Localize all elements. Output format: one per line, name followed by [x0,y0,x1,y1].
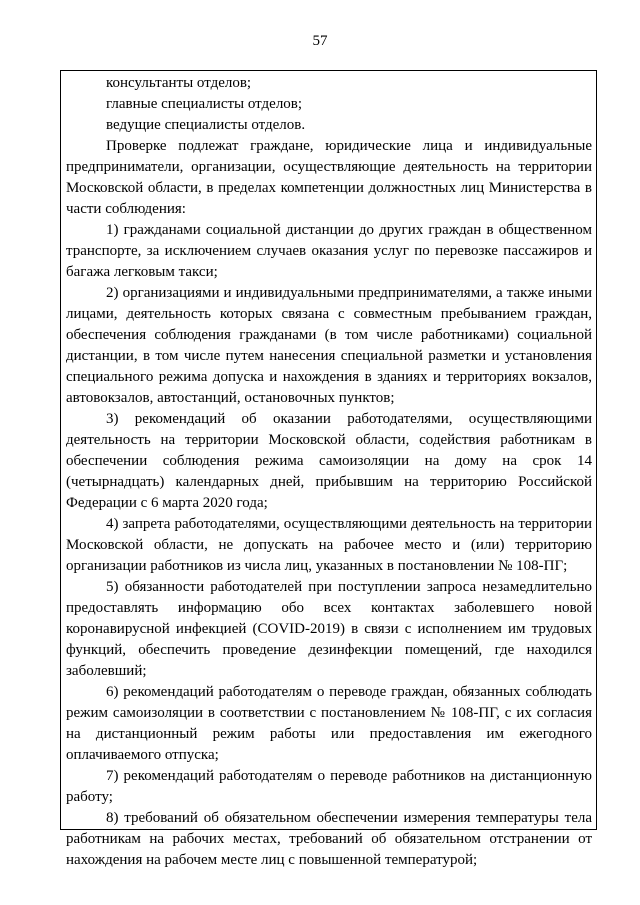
list-item: консультанты отделов; [106,75,252,91]
document-body [66,73,592,871]
numbered-item-5: 5) обязанности работодателей при поступлении запроса незамедлительно предоставлять информацию обо всех контактах заболевшего новой коронавирусной инфекцией (COVID-2019) в связи с исполнением им трудовых функций, обеспечить проведение дезинфекции помещений, где находился заболевший; [66,579,592,679]
numbered-item-4: 4) запрета работодателями, осуществляющими деятельность на территории Московской области, не допускать на рабочее место и (или) территорию организации работников из числа лиц, указанных в постановлении № 108-ПГ; [66,516,592,574]
numbered-item-7: 7) рекомендаций работодателям о переводе работников на дистанционную работу; [66,768,592,805]
intro-paragraph: Проверке подлежат граждане, юридические лица и индивидуальные предприниматели, организации, осуществляющие деятельность на территории Московской области, в пределах компетенции должностных лиц Министерства в части соблюдения: [66,138,592,217]
numbered-item-2: 2) организациями и индивидуальными предпринимателями, а также иными лицами, деятельность которых связана с совместным пребыванием граждан, обеспечения соблюдения гражданами (в том числе работниками) социальной дистанции, в том числе путем нанесения специальной разметки и установления специального режима допуска и нахождения в зданиях и территориях вокзалов, автовокзалов, автостанций, остановочных пунктов; [66,285,592,406]
numbered-item-6: 6) рекомендаций работодателям о переводе граждан, обязанных соблюдать режим самоизоляции в соответствии с постановлением № 108-ПГ, с их согласия на дистанционный режим работы или предоставления им ежегодного оплачиваемого отпуска; [66,684,592,763]
numbered-item-8: 8) требований об обязательном обеспечении измерения температуры тела работникам на рабочих местах, требований об обязательном отстранении от нахождения на рабочем месте лиц с повышенной температурой; [66,810,592,868]
page-number: 57 [312,33,328,49]
list-item: главные специалисты отделов; [106,96,303,112]
numbered-item-1: 1) гражданами социальной дистанции до других граждан в общественном транспорте, за исключением случаев оказания услуг по перевозке пассажиров и багажа легковым такси; [66,222,592,280]
numbered-item-3: 3) рекомендаций об оказании работодателями, осуществляющими деятельность на территории Московской области, содействия работникам в обеспечении соблюдения режима самоизоляции на дому на срок 14 (четырнадцать) календарных дней, прибывшим на территорию Российской Федерации с 6 марта 2020 года; [66,411,592,511]
list-item: ведущие специалисты отделов. [106,117,306,133]
